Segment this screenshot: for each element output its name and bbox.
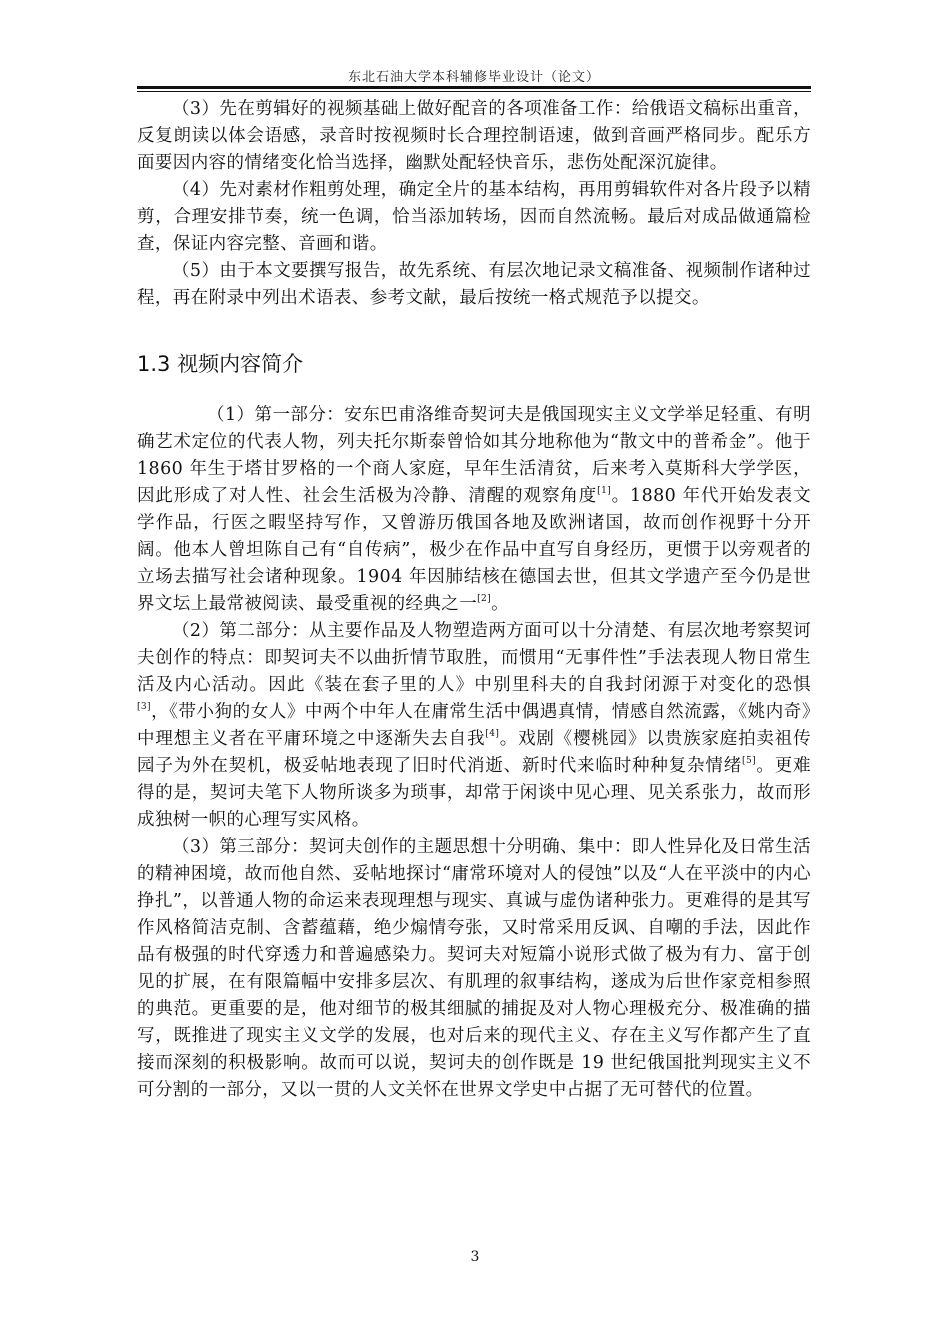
paragraph-step-3: （3）先在剪辑好的视频基础上做好配音的各项准备工作：给俄语文稿标出重音，反复朗读以体会语感，录音时按视频时长合理控制语速，做到音画严格同步。配乐方面要因内容的情绪变化恰当选择，幽默处配轻快音乐，悲伤处配深沉旋律。	[137, 99, 811, 173]
paragraph-part-2	[137, 618, 811, 834]
citation-ref-3: [3]	[137, 702, 151, 712]
part-1-text-c: 。	[491, 594, 509, 614]
page-number: 3	[470, 1249, 480, 1265]
citation-ref-5: [5]	[742, 756, 756, 766]
header-rule-thick	[137, 86, 811, 89]
citation-ref-4: [4]	[485, 729, 500, 739]
part-2-text-b: ，《带小狗的女人》中两个中年人在庸常生活中偶遇真情，情感自然流露，《姚内奇》中理想主义者在平庸环境之中逐渐失去自我	[137, 702, 811, 749]
paragraph-step-5: （5）由于本文要撰写报告，故先系统、有层次地记录文稿准备、视频制作诸种过程，再在附录中列出术语表、参考文献，最后按统一格式规范予以提交。	[137, 261, 811, 308]
part-1-text-b: 。1880 年代开始发表文学作品，行医之暇坚持写作，又曾游历俄国各地及欧洲诸国，故而创作视野十分开阔。他本人曾坦陈自己有“自传病”，极少在作品中直写自身经历，更惯于以旁观者的立场去描写社会诸种现象。1904 年因肺结核在德国去世，但其文学遗产至今仍是世界文坛上最常被阅读、最受重视的经典之一	[137, 486, 811, 614]
citation-ref-1: [1]	[597, 486, 612, 496]
part-1-text-a: （1）第一部分：安东巴甫洛维奇契诃夫是俄国现实主义文学举足轻重、有明确艺术定位的代表人物，列夫托尔斯泰曾恰如其分地称他为“散文中的普希金”。他于 1860 年生于塔甘罗格的一个商人家庭，早年生活清贫，后来考入莫斯科大学学医，因此形成了对人性、社会生活极为冷静、清醒的观察角度	[137, 405, 811, 506]
paragraph-step-4: （4）先对素材作粗剪处理，确定全片的基本结构，再用剪辑软件对各片段予以精剪，合理安排节奏，统一色调，恰当添加转场，因而自然流畅。最后对成品做通篇检查，保证内容完整、音画和谐。	[137, 180, 811, 254]
citation-ref-2: [2]	[477, 594, 492, 604]
section-title: 1.3 视频内容简介	[137, 352, 304, 376]
header-rule-thin	[137, 91, 811, 92]
paragraph-part-3: （3）第三部分：契诃夫创作的主题思想十分明确、集中：即人性异化及日常生活的精神困境，故而他自然、妥帖地探讨“庸常环境对人的侵蚀”以及“人在平淡中的内心挣扎”，以普通人物的命运来表现理想与现实、真诚与虚伪诸种张力。更难得的是其写作风格简洁克制、含蓄蕴藉，绝少煽情夸张，又时常采用反讽、自嘲的手法，因此作品有极强的时代穿透力和普遍感染力。契诃夫对短篇小说形式做了极为有力、富于创见的扩展，在有限篇幅中安排多层次、有肌理的叙事结构，遂成为后世作家竞相参照的典范。更重要的是，他对细节的极其细腻的捕捉及对人物心理极充分、极准确的描写，既推进了现实主义文学的发展，也对后来的现代主义、存在主义写作都产生了直接而深刻的积极影响。故而可以说，契诃夫的创作既是 19 世纪俄国批判现实主义不可分割的一部分，又以一贯的人文关怀在世界文学史中占据了无可替代的位置。	[137, 837, 811, 1100]
paragraph-part-1	[137, 402, 811, 618]
part-2-text-a: （2）第二部分：从主要作品及人物塑造两方面可以十分清楚、有层次地考察契诃夫创作的特点：即契诃夫不以曲折情节取胜，而惯用“无事件性”手法表现人物日常生活及内心活动。因此《装在套子里的人》中别里科夫的自我封闭源于对变化的恐惧	[137, 621, 811, 695]
part-2-text-c: 。戏剧《樱桃园》以贵族家庭拍卖祖传园子为外在契机，极妥帖地表现了旧时代消逝、新时代来临时种种复杂情绪	[137, 729, 811, 776]
page-header: 东北石油大学本科辅修毕业设计（论文）	[347, 70, 600, 85]
part-2-text-d: 。更难得的是，契诃夫笔下人物所谈多为琐事，却常于闲谈中见心理、见关系张力，故而形成独树一帜的心理写实风格。	[137, 756, 812, 830]
